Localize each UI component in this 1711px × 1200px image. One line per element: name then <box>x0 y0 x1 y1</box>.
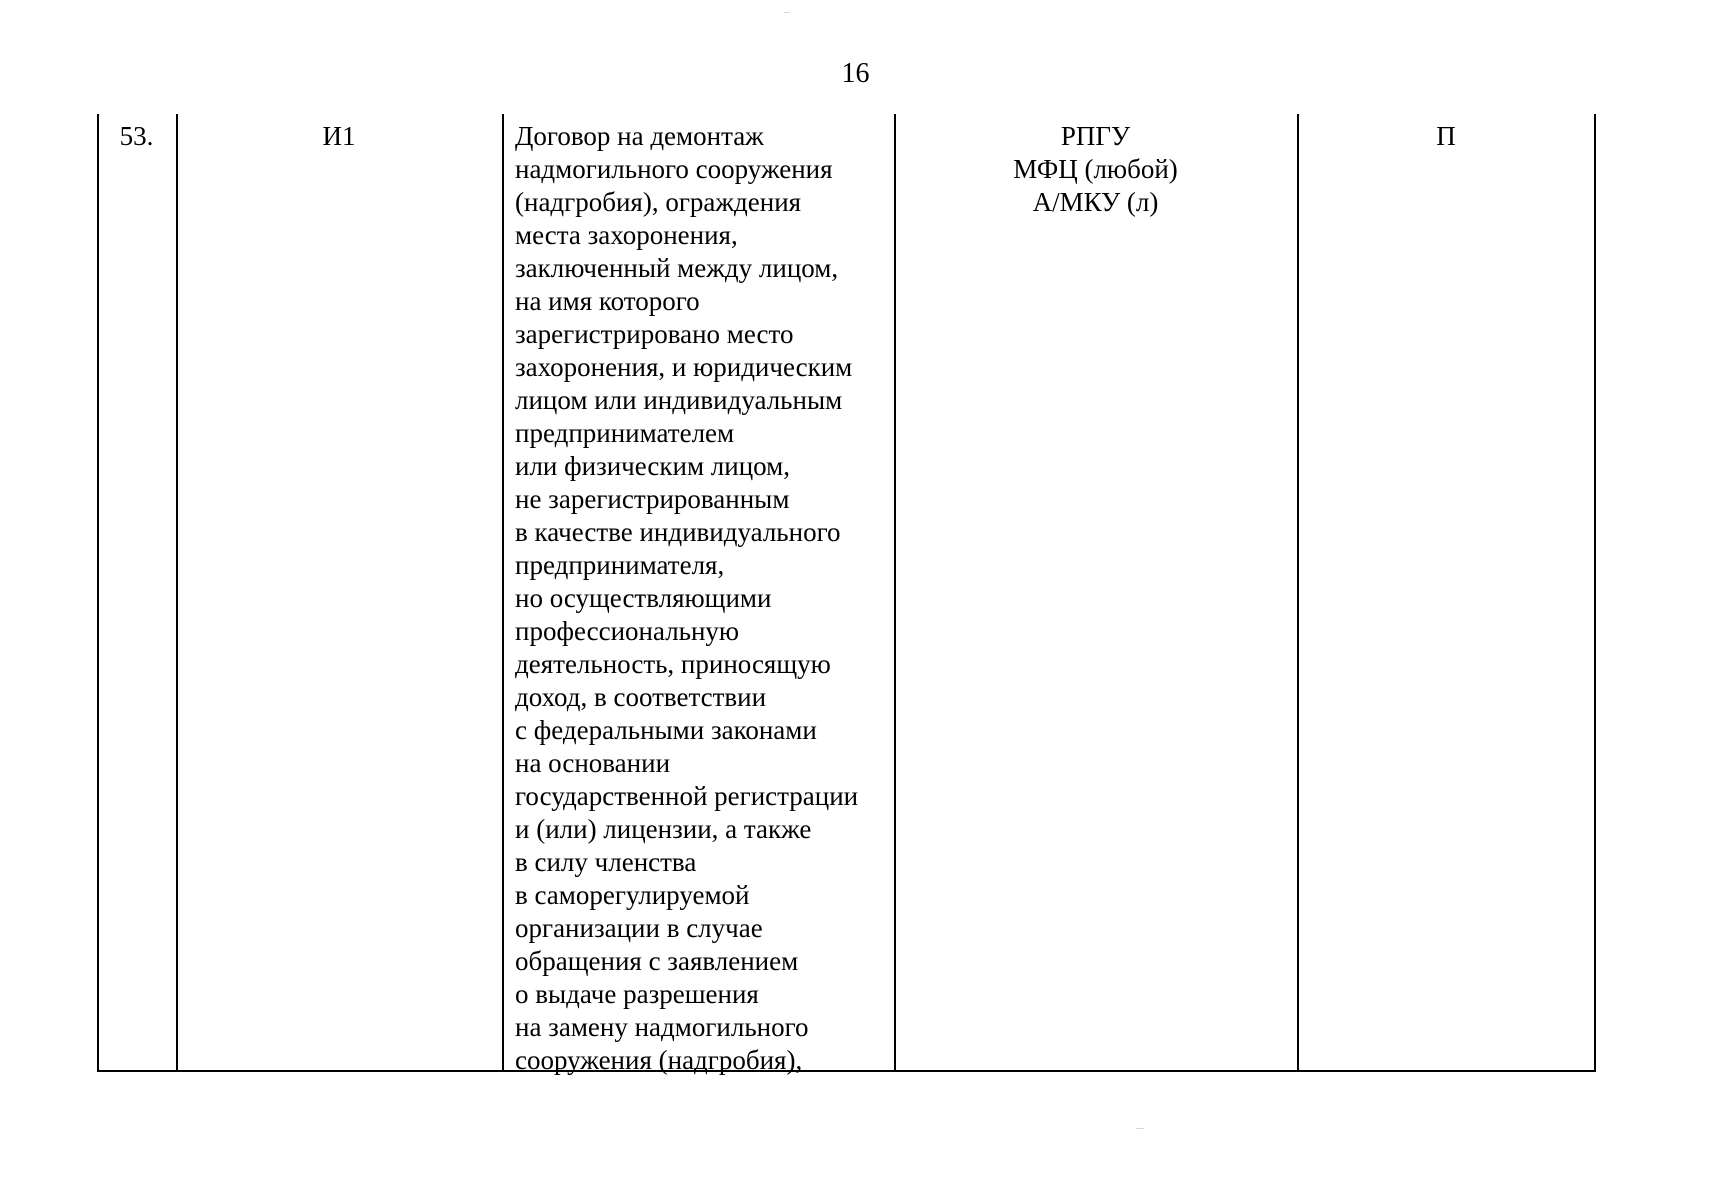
document-description-line: но осуществляющими <box>515 583 772 613</box>
document-description <box>515 120 895 1077</box>
document-description-line: государственной регистрации <box>515 781 859 811</box>
submission-channel: А/МКУ (л) <box>1032 187 1159 217</box>
document-description-line: обращения с заявлением <box>515 946 799 976</box>
document-description-line: лицом или индивидуальным <box>515 385 843 415</box>
document-description-line: места захоронения, <box>515 220 738 250</box>
document-description-line: на замену надмогильного <box>515 1012 809 1042</box>
document-description-line: Договор на демонтаж <box>515 121 764 151</box>
document-description-line: захоронения, и юридическим <box>515 352 853 382</box>
document-description-line: деятельность, приносящую <box>515 649 831 679</box>
submission-channel: РПГУ <box>1060 121 1131 151</box>
document-type: П <box>1436 121 1456 151</box>
document-description-line: о выдаче разрешения <box>515 979 759 1009</box>
page-number: 16 <box>841 58 870 89</box>
column-border <box>97 114 99 1072</box>
document-description-line: не зарегистрированным <box>515 484 790 514</box>
column-border <box>176 114 178 1072</box>
document-description-line: организации в случае <box>515 913 763 943</box>
document-description-line: предпринимателем <box>515 418 735 448</box>
document-description-line: в силу членства <box>515 847 697 877</box>
document-description-line: надмогильного сооружения <box>515 154 833 184</box>
document-description-line: с федеральными законами <box>515 715 817 745</box>
document-description-line: заключенный между лицом, <box>515 253 839 283</box>
requirements-table <box>97 114 1595 1075</box>
column-border <box>502 114 504 1072</box>
document-description-line: зарегистрировано место <box>515 319 794 349</box>
document-description-line: доход, в соответствии <box>515 682 767 712</box>
column-border <box>1594 114 1596 1072</box>
document-code: И1 <box>322 121 356 151</box>
scan-mark <box>784 12 790 13</box>
document-description-line: предпринимателя, <box>515 550 725 580</box>
document-description-line: (надгробия), ограждения <box>515 187 802 217</box>
document-description-line: профессиональную <box>515 616 740 646</box>
document-description-line: в качестве индивидуального <box>515 517 841 547</box>
document-description-line: в саморегулируемой <box>515 880 750 910</box>
document-description-line: на основании <box>515 748 671 778</box>
submission-channels <box>894 120 1297 219</box>
document-description-line: или физическим лицом, <box>515 451 790 481</box>
column-border <box>1297 114 1299 1072</box>
submission-channel: МФЦ (любой) <box>1013 154 1178 184</box>
document-description-line: и (или) лицензии, а также <box>515 814 812 844</box>
document-description-line: на имя которого <box>515 286 700 316</box>
row-number: 53. <box>119 121 154 151</box>
document-description-line: сооружения (надгробия), <box>515 1045 803 1075</box>
scan-mark <box>1136 1128 1144 1129</box>
